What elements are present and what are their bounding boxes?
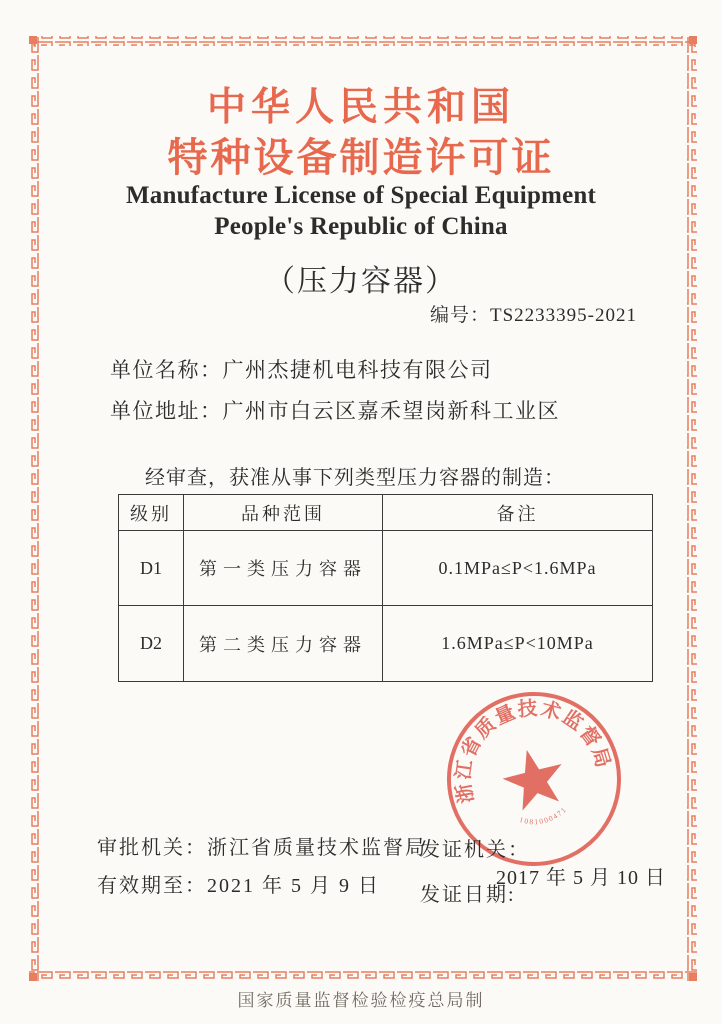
title-cn-line2: 特种设备制造许可证 — [167, 135, 555, 180]
seal-serial-number: 1081000471 — [518, 804, 569, 827]
table-header-row — [119, 495, 653, 531]
cell-level-d1: D1 — [119, 531, 184, 606]
approving-authority-line — [97, 831, 427, 860]
header-remark: 备注 — [383, 495, 653, 531]
header-scope: 品种范围 — [184, 495, 383, 531]
issuing-authority-label: 发证机关： — [420, 839, 530, 861]
company-name-value: 广州杰捷机电科技有限公司 — [222, 358, 493, 382]
footer-issuer: 国家质量监督检验检疫总局制 — [237, 991, 485, 1010]
issue-date-label: 发证日期: — [420, 884, 516, 906]
approving-authority-label: 审批机关： — [97, 837, 207, 859]
license-scope-table — [118, 494, 653, 682]
header-level: 级别 — [119, 495, 184, 531]
cell-remark-d2: 1.6MPa≤P<10MPa — [383, 606, 653, 682]
company-address-line — [110, 395, 560, 425]
cell-scope-d2: 第二类压力容器 — [184, 606, 383, 682]
seal-star-icon — [497, 743, 570, 814]
cell-scope-d1: 第一类压力容器 — [184, 531, 383, 606]
table-row — [119, 606, 653, 682]
cell-level-d2: D2 — [119, 606, 184, 682]
valid-until-label: 有效期至： — [97, 875, 207, 897]
company-address-value: 广州市白云区嘉禾望岗新科工业区 — [222, 399, 560, 423]
issue-date-value: 2017 年 5 月 10 日 — [496, 867, 666, 889]
cell-remark-d1: 0.1MPa≤P<1.6MPa — [383, 531, 653, 606]
equipment-category: （压力容器） — [265, 265, 457, 298]
table-row — [119, 531, 653, 606]
license-number-label: 编号： — [429, 305, 490, 326]
company-name-line — [110, 354, 493, 384]
company-address-label: 单位地址： — [110, 399, 223, 423]
license-number-value: TS2233395-2021 — [490, 305, 637, 326]
valid-until-value: 2021 年 5 月 9 日 — [207, 875, 380, 897]
approval-statement: 经审查，获准从事下列类型压力容器的制造： — [145, 467, 565, 489]
seal-text: 浙江省质量技术监督局 — [453, 698, 614, 805]
valid-until-line — [97, 869, 380, 898]
title-cn-line1: 中华人民共和国 — [206, 86, 515, 129]
title-en-line2: People's Republic of China — [214, 213, 508, 240]
title-en-line1: Manufacture License of Special Equipment — [125, 182, 597, 209]
approving-authority-value: 浙江省质量技术监督局 — [207, 837, 427, 859]
company-name-label: 单位名称： — [110, 358, 223, 382]
license-number-line — [0, 300, 637, 327]
